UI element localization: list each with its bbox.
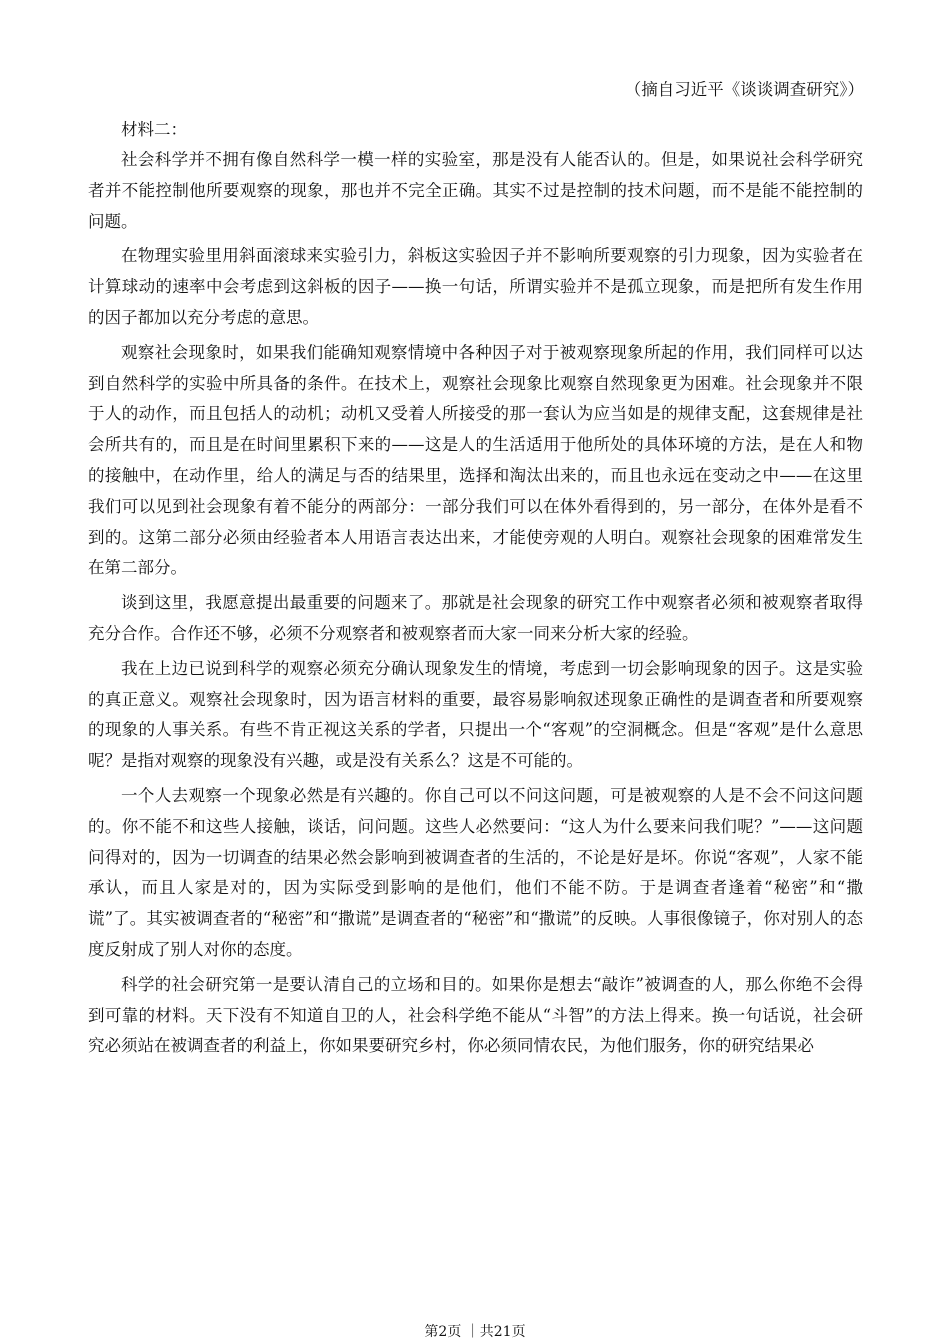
paragraph: 在物理实验里用斜面滚球来实验引力，斜板这实验因子并不影响所要观察的引力现象，因为实验者在计算球动的速率中会考虑到这斜板的因子——换一句话，所谓实验并不是孤立现象，而是把所有发生作用的因子都加以充分考虑的意思。	[88, 246, 863, 327]
section-label: 材料二：	[121, 120, 187, 139]
paragraph: 观察社会现象时，如果我们能确知观察情境中各种因子对于被观察现象所起的作用，我们同样可以达到自然科学的实验中所具备的条件。在技术上，观察社会现象比观察自然现象更为困难。社会现象并不限于人的动作，而且包括人的动机；动机又受着人所接受的那一套认为应当如是的规律支配，这套规律是社会所共有的，而且是在时间里累积下来的——这是人的生活适用于他所处的具体环境的方法，是在人和物的接触中，在动作里，给人的满足与否的结果里，选择和淘汰出来的，而且也永远在变动之中——在这里我们可以见到社会现象有着不能分的两部分：一部分我们可以在体外看得到的，另一部分，在体外是看不到的。这第二部分必须由经验者本人用语言表达出来，才能使旁观的人明白。观察社会现象的困难常发生在第二部分。	[88, 342, 863, 578]
paragraph: 谈到这里，我愿意提出最重要的问题来了。那就是社会现象的研究工作中观察者必须和被观察者取得充分合作。合作还不够，必须不分观察者和被观察者而大家一同来分析大家的经验。	[88, 593, 863, 643]
paragraph: 我在上边已说到科学的观察必须充分确认现象发生的情境，考虑到一切会影响现象的因子。这是实验的真正意义。观察社会现象时，因为语言材料的重要，最容易影响叙述现象正确性的是调查者和所要观察的现象的人事关系。有些不肯正视这关系的学者，只提出一个“客观”的空洞概念。但是“客观”是什么意思呢？是指对观察的现象没有兴趣，或是没有关系么？这是不可能的。	[88, 658, 863, 771]
source-note: （摘自习近平《谈谈调查研究》）	[624, 80, 864, 99]
paragraph: 一个人去观察一个现象必然是有兴趣的。你自己可以不问这问题，可是被观察的人是不会不问这问题的。你不能不和这些人接触，谈话，问问题。这些人必然要问：“这人为什么要来问我们呢？”——这问题问得对的，因为一切调查的结果必然会影响到被调查者的生活的，不论是好是坏。你说“客观”，人家不能承认，而且人家是对的，因为实际受到影响的是他们，他们不能不防。于是调查者逢着“秘密”和“撒谎”了。其实被调查者的“秘密”和“撒谎”是调查者的“秘密”和“撒谎”的反映。人事很像镜子，你对别人的态度反射成了别人对你的态度。	[88, 785, 863, 959]
page-number: 第2页 ｜共21页	[424, 1324, 526, 1340]
document-body	[88, 114, 863, 1066]
paragraph: 社会科学并不拥有像自然科学一模一样的实验室，那是没有人能否认的。但是，如果说社会科学研究者并不能控制他所要观察的现象，那也并不完全正确。其实不过是控制的技术问题，而不是能不能控制的问题。	[88, 150, 863, 231]
paragraph: 科学的社会研究第一是要认清自己的立场和目的。如果你是想去“敲诈”被调查的人，那么你绝不会得到可靠的材料。天下没有不知道自卫的人，社会科学绝不能从“斗智”的方法上得来。换一句话说，社会研究必须站在被调查者的利益上，你如果要研究乡村，你必须同情农民，为他们服务，你的研究结果必	[88, 974, 863, 1056]
